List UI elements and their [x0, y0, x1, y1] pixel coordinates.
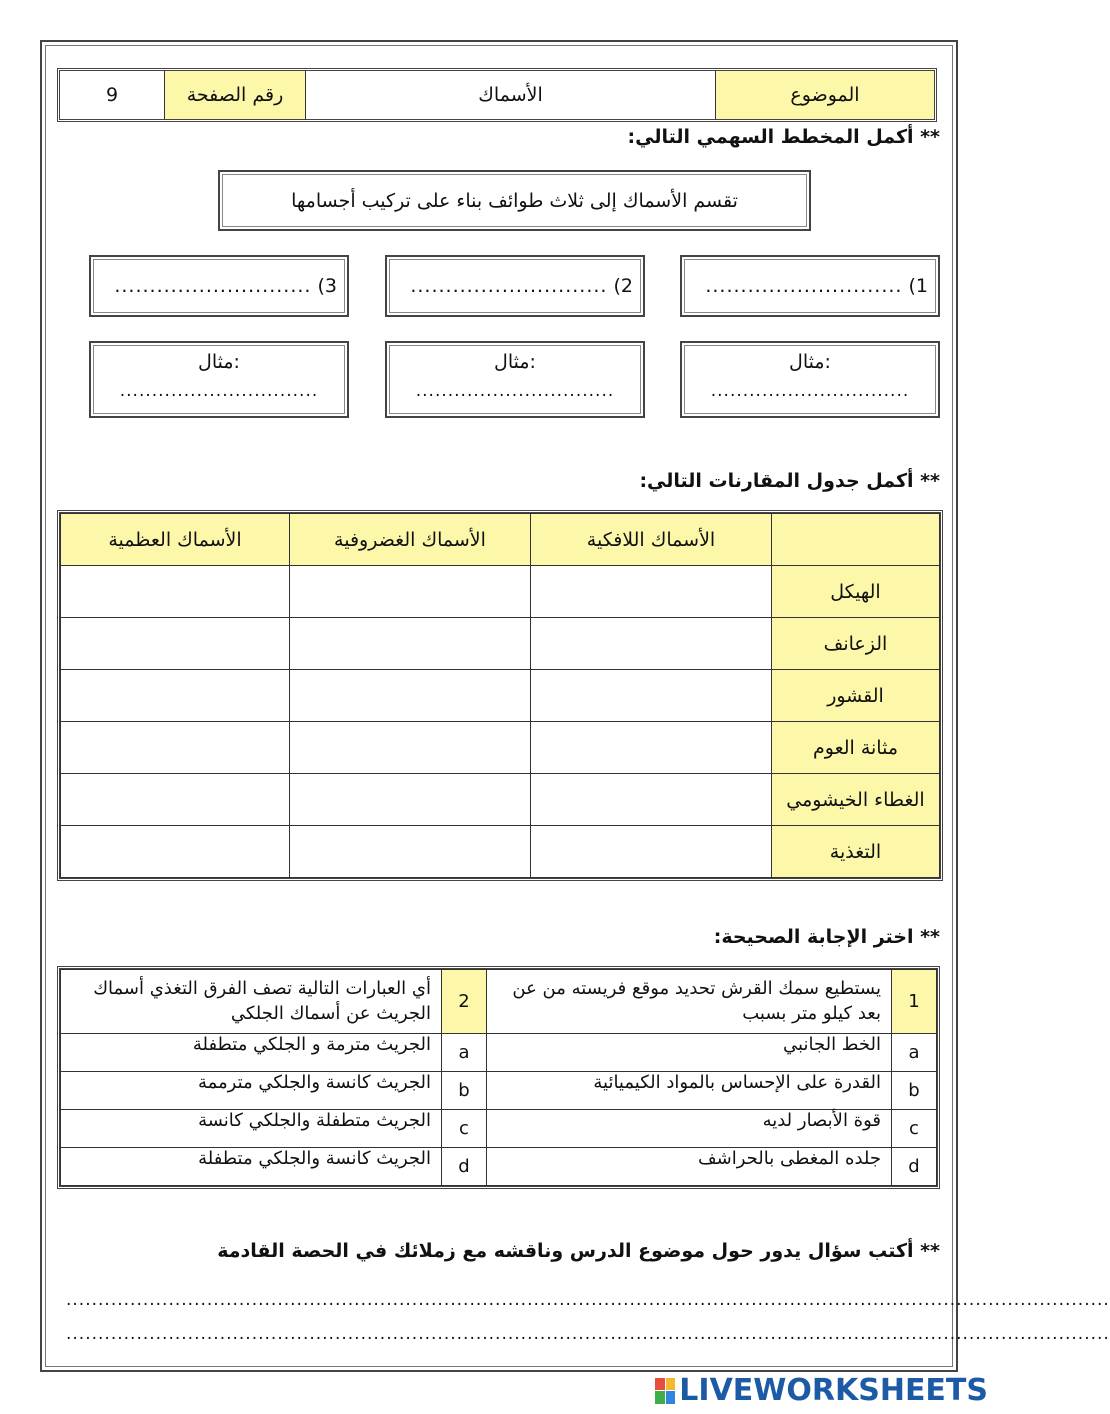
page-number-label: رقم الصفحة: [164, 71, 305, 119]
question-text-2: أي العبارات التالية تصف الفرق التغذي أسماك الجريث عن أسماك الجلكي: [61, 970, 442, 1034]
option-letter[interactable]: a: [892, 1034, 937, 1072]
row-label-fins: الزعانف: [772, 618, 940, 670]
example-label-3: مثال:: [198, 351, 240, 373]
row-label-skeleton: الهيكل: [772, 566, 940, 618]
example-blank-1: ...............................: [710, 381, 910, 401]
question-number-2: 2: [442, 970, 487, 1034]
answer-cell[interactable]: [531, 618, 772, 670]
group-blank-2: ............................: [410, 275, 608, 297]
option-letter[interactable]: c: [442, 1110, 487, 1148]
group-blank-3: ............................: [114, 275, 312, 297]
comparison-table: [57, 510, 943, 881]
table-row: [61, 566, 940, 618]
example-box-2[interactable]: [385, 341, 645, 418]
group-box-1[interactable]: [680, 255, 940, 317]
option-letter[interactable]: b: [442, 1072, 487, 1110]
answer-cell[interactable]: [531, 722, 772, 774]
option-text[interactable]: الجريث مترمة و الجلكي متطفلة: [61, 1034, 442, 1072]
option-letter[interactable]: a: [442, 1034, 487, 1072]
answer-cell[interactable]: [61, 618, 290, 670]
option-text[interactable]: الجريث متطفلة والجلكي كانسة: [61, 1110, 442, 1148]
option-letter[interactable]: d: [442, 1148, 487, 1186]
header-bony: الأسماك العظمية: [61, 514, 290, 566]
liveworksheets-mark-icon: [655, 1378, 675, 1404]
option-letter[interactable]: c: [892, 1110, 937, 1148]
answer-cell[interactable]: [290, 618, 531, 670]
mcq-table: [57, 966, 940, 1189]
answer-cell[interactable]: [290, 774, 531, 826]
table-row: [61, 722, 940, 774]
example-blank-2: ...............................: [415, 381, 615, 401]
group-box-2[interactable]: [385, 255, 645, 317]
answer-cell[interactable]: [61, 670, 290, 722]
page-number-value: 9: [105, 84, 119, 106]
section2-heading: ** أكمل جدول المقارنات التالي:: [639, 470, 940, 492]
question-text-1: يستطيع سمك القرش تحديد موقع فريسته من عن بعد كيلو متر بسبب: [487, 970, 892, 1034]
row-label-scales: القشور: [772, 670, 940, 722]
group-number-3: 3): [317, 275, 337, 297]
option-letter[interactable]: b: [892, 1072, 937, 1110]
example-label-2: مثال:: [494, 351, 536, 373]
answer-cell[interactable]: [290, 566, 531, 618]
section1-heading: ** أكمل المخطط السهمي التالي:: [627, 126, 940, 148]
answer-line-2[interactable]: ...................................................................................................................................................................: [66, 1324, 1110, 1344]
option-text[interactable]: قوة الأبصار لديه: [487, 1110, 892, 1148]
option-row: [61, 1110, 937, 1148]
option-letter[interactable]: d: [892, 1148, 937, 1186]
section3-heading: ** اختر الإجابة الصحيحة:: [713, 926, 940, 948]
header-jawless: الأسماك اللافكية: [531, 514, 772, 566]
example-blank-3: ...............................: [119, 381, 319, 401]
answer-line-1[interactable]: ...................................................................................................................................................................: [66, 1290, 1110, 1310]
group-blank-1: ............................: [705, 275, 903, 297]
group-box-3[interactable]: [89, 255, 349, 317]
answer-cell[interactable]: [61, 826, 290, 878]
option-text[interactable]: القدرة على الإحساس بالمواد الكيميائية: [487, 1072, 892, 1110]
statement-text: تقسم الأسماك إلى ثلاث طوائف بناء على تركيب أجسامها: [291, 189, 738, 212]
answer-cell[interactable]: [531, 826, 772, 878]
option-text[interactable]: الجريث كانسة والجلكي متطفلة: [61, 1148, 442, 1186]
answer-cell[interactable]: [531, 670, 772, 722]
group-number-1: 1): [908, 275, 928, 297]
answer-cell[interactable]: [61, 566, 290, 618]
table-row: [61, 826, 940, 878]
header-table: [57, 68, 937, 122]
answer-cell[interactable]: [531, 774, 772, 826]
table-header-row: [61, 514, 940, 566]
answer-cell[interactable]: [290, 722, 531, 774]
liveworksheets-logo: [655, 1373, 988, 1408]
example-box-1[interactable]: [680, 341, 940, 418]
table-row: [61, 774, 940, 826]
answer-cell[interactable]: [290, 826, 531, 878]
option-row: [61, 1034, 937, 1072]
option-text[interactable]: جلده المغطى بالحراشف: [487, 1148, 892, 1186]
header-corner: [772, 514, 940, 566]
row-label-swim-bladder: مثانة العوم: [772, 722, 940, 774]
row-label-feeding: التغذية: [772, 826, 940, 878]
option-text[interactable]: الجريث كانسة والجلكي مترممة: [61, 1072, 442, 1110]
table-row: [61, 618, 940, 670]
answer-cell[interactable]: [61, 722, 290, 774]
statement-box: [218, 170, 811, 231]
group-number-2: 2): [613, 275, 633, 297]
row-label-gill-cover: الغطاء الخيشومي: [772, 774, 940, 826]
answer-cell[interactable]: [531, 566, 772, 618]
question-number-1: 1: [892, 970, 937, 1034]
answer-cell[interactable]: [290, 670, 531, 722]
example-box-3[interactable]: [89, 341, 349, 418]
section4-heading: ** أكتب سؤال يدور حول موضوع الدرس وناقشه مع زملائك في الحصة القادمة: [217, 1240, 940, 1262]
option-row: [61, 1072, 937, 1110]
example-label-1: مثال:: [789, 351, 831, 373]
option-text[interactable]: الخط الجانبي: [487, 1034, 892, 1072]
topic-label: الموضوع: [715, 71, 934, 119]
table-row: [61, 670, 940, 722]
answer-cell[interactable]: [61, 774, 290, 826]
question-row: [61, 970, 937, 1034]
option-row: [61, 1148, 937, 1186]
topic-value: الأسماك: [305, 71, 715, 119]
header-cartilaginous: الأسماك الغضروفية: [290, 514, 531, 566]
logo-text: LIVEWORKSHEETS: [679, 1373, 988, 1408]
